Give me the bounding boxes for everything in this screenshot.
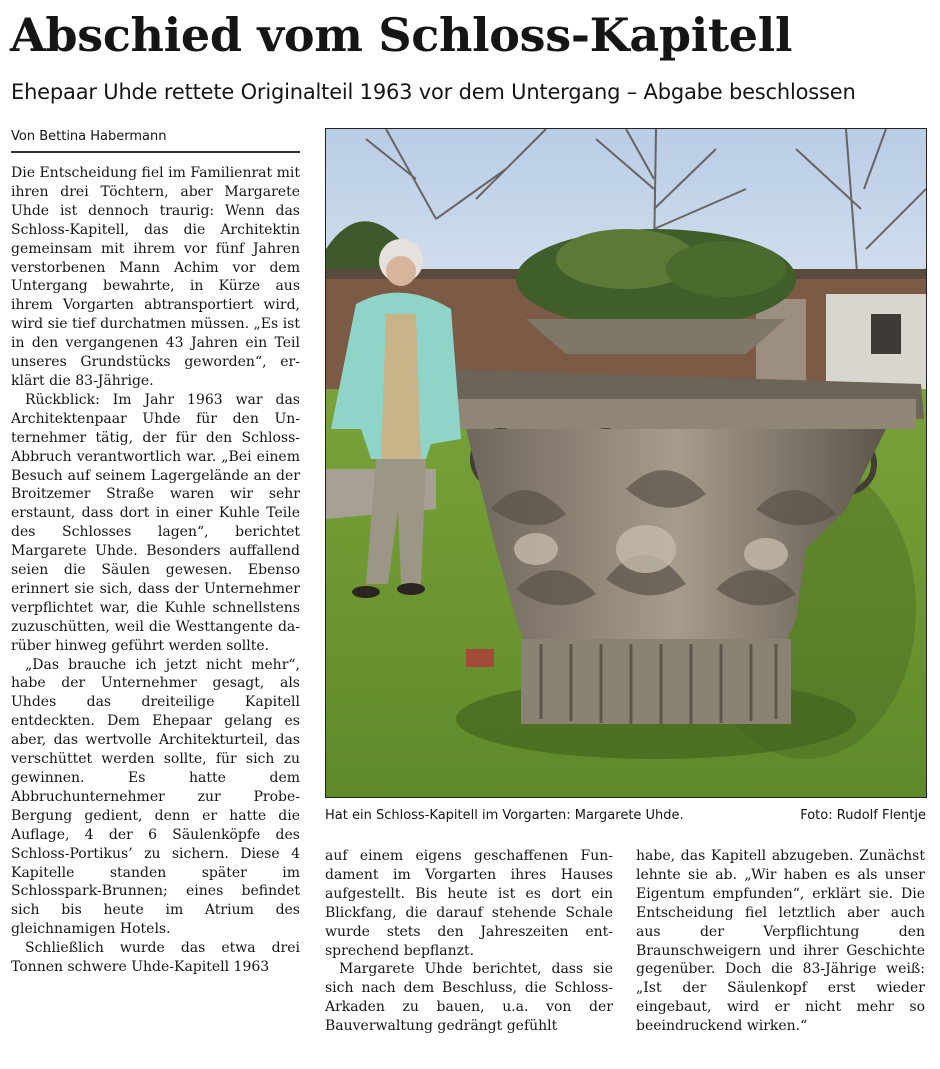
photo-credit: Foto: Rudolf Flentje bbox=[800, 808, 926, 823]
byline: Von Bettina Habermann bbox=[11, 127, 300, 153]
photo-caption bbox=[325, 806, 926, 826]
subheadline: Ehepaar Uhde rettete Originalteil 1963 vor dem Untergang – Abgabe beschlossen bbox=[11, 80, 856, 104]
paragraph: auf einem eigens geschaffenen Fundament im Vorgarten ihres Hauses aufgestellt. Bis heute ist es dort ein Blickfang, die darauf stehende Schale wurde stets den Jahreszeiten entsprechend bepflanzt. bbox=[325, 848, 613, 959]
headline: Abschied vom Schloss-Kapitell bbox=[10, 8, 793, 62]
caption-text: Hat ein Schloss-Kapitell im Vorgarten: Margarete Uhde. bbox=[325, 808, 684, 823]
article-photo bbox=[325, 128, 927, 798]
paragraph: Die Entscheidung fiel im Familienrat mit ihren drei Töchtern, aber Margarete Uhde ist dennoch traurig: Wenn das Schloss-Kapitell, das die Architektin gemeinsam mit ihrem vor fünf Jahren verstorbenen Mann Achim vor dem Untergang bewahrte, in Kürze aus ihrem Vorgarten abtransportiert wird, wird sie tief durchatmen müssen. „Es ist in den vergangenen 43 Jahren ein Teil unseres Grundstücks geworden“, erklärt die 83-Jährige. bbox=[11, 165, 300, 389]
paragraph: Margarete Uhde berichtet, dass sie sich nach dem Beschluss, die Schloss-Arkaden zu bauen, u.a. von der Bauverwaltung gedrängt gefühlt bbox=[325, 961, 613, 1035]
paragraph: habe, das Kapitell abzugeben. Zunächst lehnte sie ab. „Wir haben es als unser Eigentum empfunden“, erklärt sie. Die Entscheidung fiel letztlich aber auch aus der Verpflichtung den Braunschweigern und ihrer Geschichte gegenüber. Doch die 83-Jährige weiß: „Ist der Säulenkopf erst wieder eingebaut, wird er nicht mehr so beeindruckend wirken.“ bbox=[636, 848, 925, 1035]
article-column-3 bbox=[636, 847, 925, 1047]
photo-capital-garden bbox=[326, 129, 926, 797]
paragraph: Schließlich wurde das etwa drei Tonnen schwere Uhde-Kapitell 1963 bbox=[11, 940, 300, 976]
paragraph: Rückblick: Im Jahr 1963 war das Architektenpaar Uhde für den Unternehmer tätig, der für den Schloss-Abbruch verantwortlich war. „Bei einem Besuch auf seinem Lagergelände an der Broitzemer Straße waren wir sehr erstaunt, dass dort in einer Kuhle Teile des Schlosses lagen“, berichtet Margarete Uhde. Besonders auffallend seien die Säulen gewesen. Ebenso erinnert sie sich, dass der Unternehmer verpflichtet war, die Kuhle schnellstens zuzuschütten, weil die Westtangente darüber hinweg geführt werden sollte. bbox=[11, 391, 300, 654]
paragraph: „Das brauche ich jetzt nicht mehr“, habe der Unternehmer gesagt, als Uhdes das dreiteilige Kapitell entdeckten. Dem Ehepaar gelang es aber, das wertvolle Architekturteil, das verschüttet werden sollte, für sich zu gewinnen. Es hatte dem Abbruchunternehmer zur Probe-Bergung gedient, denn er hatte die Auflage, 4 der 6 Säulenköpfe des Schloss-Portikus’ zu sichern. Diese 4 Kapitelle standen später im Schlosspark-Brunnen; eines befindet sich bis heute im Atrium des gleichnamigen Hotels. bbox=[11, 656, 300, 938]
article-column-1 bbox=[11, 164, 300, 1044]
article-column-2 bbox=[325, 847, 613, 1047]
